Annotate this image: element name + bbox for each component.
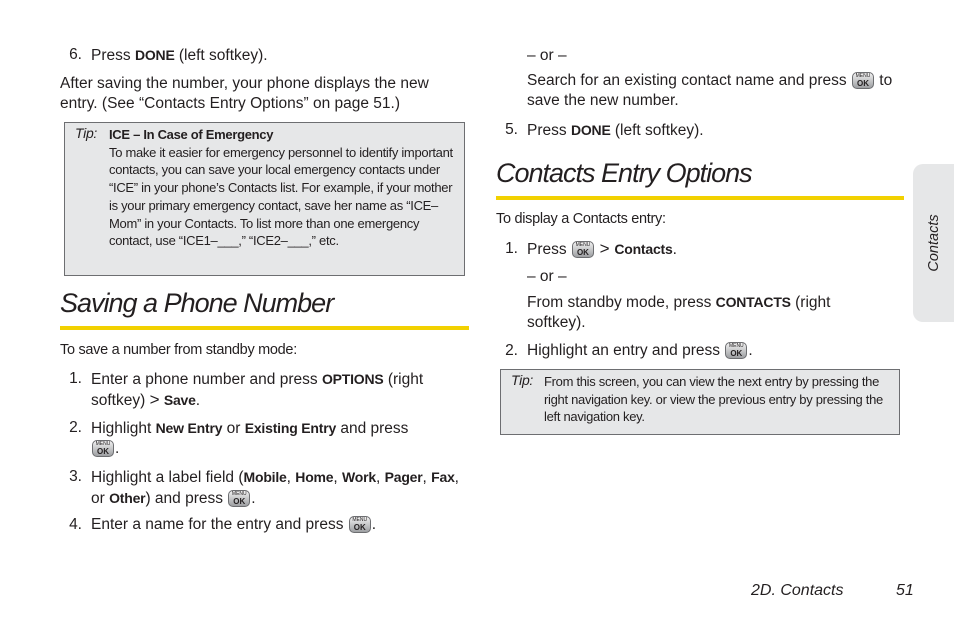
step-number: 2. <box>505 342 518 359</box>
other-label: Other <box>109 490 146 506</box>
step-text: Press DONE (left softkey). <box>91 47 268 64</box>
after-saving-paragraph: After saving the number, your phone displays the new entry. (See “Contacts Entry Options” on page 51.) <box>60 75 429 112</box>
menu-ok-key-icon: MENU OK <box>228 490 250 507</box>
subhead-save-number: To save a number from standby mode: <box>60 342 297 358</box>
footer-page-number: 51 <box>896 582 914 599</box>
menu-ok-key-icon: MENU OK <box>725 342 747 359</box>
step-text: Highlight an entry and press MENU OK . <box>527 342 753 359</box>
section-heading-saving: Saving a Phone Number <box>60 288 334 318</box>
tip-box-ice <box>64 122 465 276</box>
pager-label: Pager <box>384 469 423 485</box>
contacts-menu-label: Contacts <box>614 241 673 257</box>
or-separator: – or – <box>527 47 567 64</box>
tip-label: Tip: <box>511 372 534 388</box>
tip-body: To make it easier for emergency personnel to identify important contacts, you can save your local emergency contacts under “ICE” in your phone’s Contacts list. For example, if your mother is your primary emergency contact, save her name as “ICE–Mom” in your Contacts. To list more than one emergency contact, use “ICE1–___,” “ICE2–___,” etc. <box>109 144 453 249</box>
menu-ok-key-icon: MENU OK <box>852 72 874 89</box>
step-number: 3. <box>69 468 82 485</box>
done-softkey-label: DONE <box>570 122 611 138</box>
step-text: Highlight a label field (Mobile, Home, Work, Pager, Fax, or Other) and press MENU OK . <box>91 469 459 507</box>
tip-body: From this screen, you can view the next entry by pressing the right navigation key. or view the previous entry by pressing the left navigation key. <box>544 374 883 425</box>
step-text: Press MENU OK > Contacts. <box>527 239 677 258</box>
menu-ok-key-icon: MENU OK <box>92 440 114 457</box>
or-separator: – or – <box>527 268 567 285</box>
work-label: Work <box>342 469 376 485</box>
contacts-softkey-label: CONTACTS <box>715 294 791 310</box>
section-side-tab <box>913 164 954 322</box>
tip-box-navigation <box>500 369 900 435</box>
step-number: 1. <box>69 370 82 387</box>
new-entry-label: New Entry <box>155 420 223 436</box>
heading-rule <box>496 196 904 200</box>
search-paragraph: Search for an existing contact name and press MENU OK to save the new number. <box>527 72 893 109</box>
mobile-label: Mobile <box>243 469 287 485</box>
fax-label: Fax <box>431 469 455 485</box>
done-softkey-label: DONE <box>134 47 175 63</box>
step-number: 6. <box>69 46 82 63</box>
step-number: 5. <box>505 121 518 138</box>
section-heading-contacts-entry: Contacts Entry Options <box>496 158 752 188</box>
step-text: Highlight New Entry or Existing Entry and press MENU OK . <box>91 420 409 457</box>
menu-ok-key-icon: MENU OK <box>572 241 594 258</box>
step-text: Enter a phone number and press OPTIONS (right softkey) > Save. <box>91 371 424 409</box>
save-menu-label: Save <box>163 392 196 408</box>
footer-section-label: 2D. Contacts <box>751 582 844 599</box>
step-text: Press DONE (left softkey). <box>527 122 704 139</box>
existing-entry-label: Existing Entry <box>244 420 337 436</box>
heading-rule <box>60 326 469 330</box>
options-softkey-label: OPTIONS <box>321 371 384 387</box>
tip-content <box>109 126 454 250</box>
tip-title: ICE – In Case of Emergency <box>109 127 274 142</box>
subhead-display-entry: To display a Contacts entry: <box>496 211 666 227</box>
step-text: Enter a name for the entry and press MENU OK . <box>91 516 377 533</box>
standby-paragraph: From standby mode, press CONTACTS (right softkey). <box>527 294 831 331</box>
home-label: Home <box>295 469 334 485</box>
step-number: 4. <box>69 516 82 533</box>
side-tab-label: Contacts <box>925 214 942 272</box>
step-number: 1. <box>505 240 518 257</box>
step-number: 2. <box>69 419 82 436</box>
menu-ok-key-icon: MENU OK <box>349 516 371 533</box>
tip-label: Tip: <box>75 125 98 141</box>
